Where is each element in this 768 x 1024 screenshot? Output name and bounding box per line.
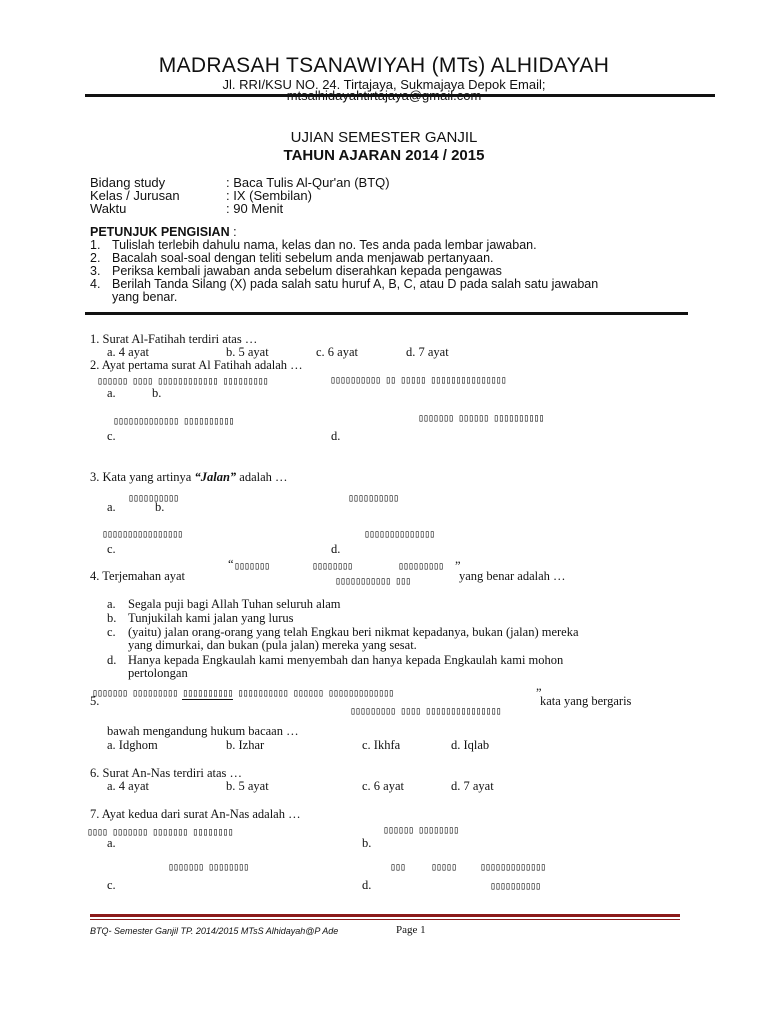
question-3-text-end: adalah … bbox=[236, 470, 288, 484]
instruction-text: Tulislah terlebih dahulu nama, kelas dan no. Tes anda pada lembar jawaban. bbox=[112, 238, 537, 252]
arabic-text: ▯▯▯▯▯▯▯▯ bbox=[312, 561, 353, 572]
page-number: Page 1 bbox=[396, 924, 426, 936]
arabic-text: ▯▯▯▯▯▯▯▯▯▯ bbox=[128, 493, 179, 504]
arabic-text: ▯▯▯▯▯▯ ▯▯▯▯▯▯▯▯ bbox=[383, 825, 459, 836]
option-b-text[interactable]: Tunjukilah kami jalan yang lurus bbox=[128, 611, 294, 625]
arabic-text: ▯▯▯▯▯▯▯ ▯▯▯▯▯▯▯▯ bbox=[168, 862, 249, 873]
arabic-text: ▯▯▯▯ ▯▯▯▯▯▯▯ ▯▯▯▯▯▯▯ ▯▯▯▯▯▯▯▯ bbox=[87, 827, 233, 838]
option-a-text[interactable]: Segala puji bagi Allah Tuhan seluruh alam bbox=[128, 597, 341, 611]
arabic-text: ▯▯▯▯▯▯▯▯▯▯▯▯▯ bbox=[480, 862, 546, 873]
arabic-text: ▯▯▯▯▯▯▯ ▯▯▯▯▯▯ ▯▯▯▯▯▯▯▯▯▯ bbox=[418, 413, 544, 424]
arabic-text: ▯▯▯▯▯▯▯▯▯▯▯▯▯▯ bbox=[364, 529, 435, 540]
info-value: : Baca Tulis Al-Qur'an (BTQ) bbox=[226, 175, 390, 190]
question-1: 1. Surat Al-Fatihah terdiri atas … bbox=[90, 332, 258, 346]
info-value: : IX (Sembilan) bbox=[226, 188, 312, 203]
option-c[interactable]: c. 6 ayat bbox=[362, 779, 404, 793]
arabic-text: ▯▯▯▯▯▯▯▯▯▯ ▯▯ ▯▯▯▯▯ ▯▯▯▯▯▯▯▯▯▯▯▯▯▯▯ bbox=[330, 375, 506, 386]
option-b[interactable]: b. bbox=[152, 386, 162, 400]
quote-close: ” bbox=[455, 559, 461, 573]
option-d[interactable]: d. bbox=[331, 542, 341, 556]
option-d[interactable]: d. 7 ayat bbox=[451, 779, 494, 793]
exam-title: UJIAN SEMESTER GANJIL bbox=[290, 129, 478, 146]
option-a[interactable]: a. 4 ayat bbox=[107, 779, 149, 793]
arabic-text: ▯▯▯▯▯▯▯ ▯▯▯▯▯▯▯▯▯ ▯▯▯▯▯▯▯▯▯▯ ▯▯▯▯▯▯▯▯▯▯ ▯▯▯▯▯▯ ▯▯▯▯▯▯▯▯▯▯▯▯▯ bbox=[92, 688, 394, 699]
quote-open: “ bbox=[228, 557, 234, 571]
arabic-text: ▯▯▯▯▯▯▯▯▯▯▯▯▯▯▯▯ bbox=[102, 529, 183, 540]
option-d[interactable]: d. Iqlab bbox=[451, 738, 490, 752]
arabic-text: ▯▯▯▯▯▯▯▯▯▯▯▯▯ ▯▯▯▯▯▯▯▯▯▯ bbox=[113, 416, 234, 427]
instructions-colon: : bbox=[229, 225, 237, 239]
instruction-number: 4. bbox=[90, 277, 101, 291]
instructions-heading: PETUNJUK PENGISIAN bbox=[90, 225, 230, 239]
quote-close: ” bbox=[536, 686, 542, 700]
option-d[interactable]: d. 7 ayat bbox=[406, 345, 449, 359]
arabic-text: ▯▯▯ bbox=[390, 862, 406, 873]
instruction-text: Periksa kembali jawaban anda sebelum diserahkan kepada pengawas bbox=[112, 264, 502, 278]
option-c[interactable]: c. Ikhfa bbox=[362, 738, 401, 752]
option-c-text[interactable]: (yaitu) jalan orang-orang yang telah Engkau beri nikmat kepadanya, bukan (jalan) mereka bbox=[128, 625, 579, 639]
option-a[interactable]: a. bbox=[107, 500, 116, 514]
footer-divider-thin bbox=[90, 919, 680, 920]
school-name: MADRASAH TSANAWIYAH (MTs) ALHIDAYAH bbox=[158, 54, 610, 77]
option-c[interactable]: c. 6 ayat bbox=[316, 345, 358, 359]
header-divider bbox=[85, 94, 715, 97]
instruction-number: 2. bbox=[90, 251, 101, 265]
option-a[interactable]: a. Idghom bbox=[107, 738, 158, 752]
arabic-text: ▯▯▯▯▯▯▯▯▯▯▯ ▯▯▯ bbox=[335, 576, 411, 587]
question-5-text: kata yang bergaris bbox=[540, 694, 632, 708]
instructions-title bbox=[90, 225, 237, 239]
question-3-text: 3. Kata yang artinya bbox=[90, 470, 195, 484]
option-b[interactable]: b. bbox=[362, 836, 372, 850]
question-4: 4. Terjemahan ayat bbox=[90, 569, 186, 583]
arabic-text: ▯▯▯▯▯▯▯▯▯▯ bbox=[348, 493, 399, 504]
option-c[interactable]: c. bbox=[107, 878, 116, 892]
question-5-number: 5. bbox=[90, 694, 100, 708]
option-c-label[interactable]: c. bbox=[107, 625, 116, 639]
option-a-label[interactable]: a. bbox=[107, 597, 116, 611]
question-2: 2. Ayat pertama surat Al Fatihah adalah … bbox=[90, 358, 303, 372]
question-3 bbox=[90, 470, 288, 485]
option-b[interactable]: b. 5 ayat bbox=[226, 345, 269, 359]
option-d-label[interactable]: d. bbox=[107, 653, 117, 667]
option-a[interactable]: a. 4 ayat bbox=[107, 345, 149, 359]
option-d[interactable]: d. bbox=[362, 878, 372, 892]
instruction-text: Berilah Tanda Silang (X) pada salah satu huruf A, B, C, atau D pada salah satu jawaban bbox=[112, 277, 599, 291]
question-5-text-continued: bawah mengandung hukum bacaan … bbox=[107, 724, 299, 738]
option-b[interactable]: b. Izhar bbox=[226, 738, 265, 752]
exam-year: TAHUN AJARAN 2014 / 2015 bbox=[283, 147, 485, 164]
option-d[interactable]: d. bbox=[331, 429, 341, 443]
info-value: : 90 Menit bbox=[226, 201, 284, 216]
arabic-text: ▯▯▯▯▯▯▯▯▯▯ bbox=[490, 881, 541, 892]
option-d-text-continued[interactable]: pertolongan bbox=[128, 666, 188, 680]
arabic-text: ▯▯▯▯▯ bbox=[431, 862, 457, 873]
option-c[interactable]: c. bbox=[107, 429, 116, 443]
instruction-number: 3. bbox=[90, 264, 101, 278]
option-c[interactable]: c. bbox=[107, 542, 116, 556]
question-3-keyword: “Jalan” bbox=[194, 470, 237, 484]
instruction-number: 1. bbox=[90, 238, 101, 252]
instruction-text-continued: yang benar. bbox=[112, 290, 178, 304]
question-7: 7. Ayat kedua dari surat An-Nas adalah … bbox=[90, 807, 301, 821]
arabic-text: ▯▯▯▯▯▯▯ bbox=[234, 561, 270, 572]
arabic-text: ▯▯▯▯▯▯▯▯▯ ▯▯▯▯ ▯▯▯▯▯▯▯▯▯▯▯▯▯▯▯ bbox=[350, 706, 501, 717]
info-label: Waktu bbox=[90, 201, 127, 216]
info-label: Bidang study bbox=[90, 175, 166, 190]
footer-divider bbox=[90, 914, 680, 917]
option-c-text-continued[interactable]: yang dimurkai, dan bukan (pula jalan) mereka yang sesat. bbox=[128, 638, 417, 652]
info-label: Kelas / Jurusan bbox=[90, 188, 180, 203]
school-address: Jl. RRI/KSU NO. 24. Tirtajaya, Sukmajaya Depok Email; bbox=[222, 77, 546, 92]
option-b[interactable]: b. bbox=[155, 500, 165, 514]
option-d-text[interactable]: Hanya kepada Engkaulah kami menyembah dan hanya kepada Engkaulah kami mohon bbox=[128, 653, 564, 667]
instruction-text: Bacalah soal-soal dengan teliti sebelum anda menjawab pertanyaan. bbox=[112, 251, 494, 265]
question-6: 6. Surat An-Nas terdiri atas … bbox=[90, 766, 243, 780]
option-b-label[interactable]: b. bbox=[107, 611, 117, 625]
arabic-text: ▯▯▯▯▯▯▯▯▯ bbox=[398, 561, 444, 572]
option-a[interactable]: a. bbox=[107, 836, 116, 850]
section-divider bbox=[85, 312, 688, 315]
option-a[interactable]: a. bbox=[107, 386, 116, 400]
question-4-text-end: yang benar adalah … bbox=[459, 569, 566, 583]
option-b[interactable]: b. 5 ayat bbox=[226, 779, 269, 793]
footer-text: BTQ- Semester Ganjil TP. 2014/2015 MTsS Alhidayah@P Ade bbox=[90, 926, 339, 936]
arabic-text: ▯▯▯▯▯▯ ▯▯▯▯ ▯▯▯▯▯▯▯▯▯▯▯▯ ▯▯▯▯▯▯▯▯▯ bbox=[97, 376, 268, 387]
